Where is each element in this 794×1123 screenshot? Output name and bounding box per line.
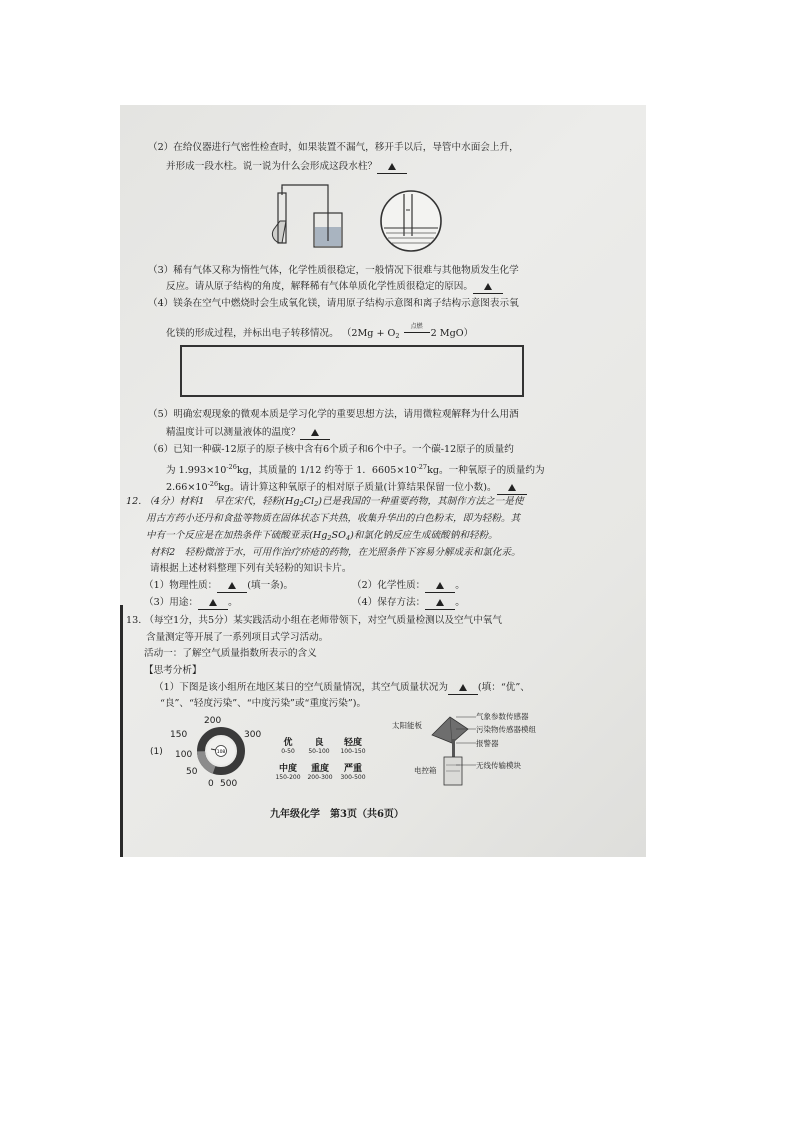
water-column-diagram bbox=[378, 188, 444, 254]
gauge-tick-300: 300 bbox=[244, 730, 262, 740]
answer-triangle-icon bbox=[459, 684, 467, 691]
answer-blank bbox=[425, 597, 455, 610]
legend-moderate: 中度 150-200 bbox=[275, 764, 301, 781]
answer-triangle-icon bbox=[311, 429, 319, 436]
gauge-tick-100: 100 bbox=[175, 750, 193, 760]
airtight-test-apparatus bbox=[260, 183, 360, 255]
answer-blank bbox=[425, 580, 455, 593]
answer-triangle-icon bbox=[388, 163, 396, 170]
answer-triangle-icon bbox=[209, 599, 217, 606]
exam-photo bbox=[120, 105, 646, 857]
q12-item4: （4）保存方法： 。 bbox=[352, 597, 465, 608]
gauge-tick-200: 200 bbox=[204, 716, 222, 726]
answer-triangle-icon bbox=[436, 599, 444, 606]
q3-line1: （3）稀有气体又称为惰性气体，化学性质很稳定，一般情况下很难与其他物质发生化学 bbox=[148, 265, 519, 276]
solar-panel-label: 太阳能板 bbox=[392, 721, 422, 730]
q5-line1: （5）明确宏观现象的微观本质是学习化学的重要思想方法，请用微粒观解释为什么用酒 bbox=[148, 409, 519, 420]
pointer-lines bbox=[456, 715, 476, 775]
answer-triangle-icon bbox=[436, 582, 444, 589]
gauge-tick-0: 0 bbox=[208, 779, 214, 789]
answer-triangle-icon bbox=[484, 283, 492, 290]
answer-box bbox=[180, 345, 524, 397]
q12-line4: 材料2 轻粉微溶于水，可用作治疗疥疮的药物，在光照条件下容易分解成汞和氯化汞。 bbox=[150, 547, 521, 558]
answer-blank bbox=[497, 482, 527, 495]
q2-line1: （2）在给仪器进行气密性检查时，如果装置不漏气，移开手以后，导管中水面会上升， bbox=[148, 142, 519, 153]
q12-item3: （3）用途： 。 bbox=[144, 597, 238, 608]
gauge-needle-value: 108 bbox=[216, 750, 226, 755]
answer-blank bbox=[473, 281, 503, 294]
gauge-tick-50: 50 bbox=[186, 767, 198, 777]
q12-line1: 12. （4分）材料1 早在宋代，轻粉$(Hg_2Cl_2)$已是我国的一种重要药物，其制作方法之一是使 bbox=[126, 496, 524, 508]
legend-excellent: 优 0-50 bbox=[281, 738, 295, 755]
pollution-sensor-label: 污染物传感器模组 bbox=[476, 725, 536, 734]
q4-line1: （4）镁条在空气中燃烧时会生成氧化镁，请用原子结构示意图和离子结构示意图表示氧 bbox=[148, 298, 519, 309]
q13-line1: 13. （每空1分，共5分）某实践活动小组在老师带领下，对空气质量检测以及空气中氧气 bbox=[126, 615, 502, 626]
weather-sensor-label: 气象参数传感器 bbox=[476, 712, 529, 721]
gauge-tick-500: 500 bbox=[220, 779, 238, 789]
legend-light: 轻度 100-150 bbox=[340, 738, 366, 755]
legend-good: 良 50-100 bbox=[308, 738, 330, 755]
q12-line5: 请根据上述材料整理下列有关轻粉的知识卡片。 bbox=[150, 563, 352, 574]
q12-item1: （1）物理性质： (填一条)。 bbox=[144, 580, 294, 591]
answer-blank bbox=[217, 580, 247, 593]
q13-sub1-line2: “良”、“轻度污染”、“中度污染”或“重度污染”)。 bbox=[160, 698, 367, 709]
activity-one: 活动一：了解空气质量指数所表示的含义 bbox=[144, 648, 317, 659]
q4-line2: 化镁的形成过程，并标出电子转移情况。 （$2Mg + O_2$ 点燃 2 MgO） bbox=[166, 323, 474, 340]
figure-number: (1) bbox=[150, 747, 163, 757]
alarm-label: 报警器 bbox=[476, 739, 499, 748]
q6-line1: （6）已知一种碳-12原子的原子核中含有6个质子和6个中子。一个碳-12原子的质量约 bbox=[148, 444, 514, 455]
answer-blank bbox=[448, 682, 478, 695]
q12-line3: 中有一个反应是在加热条件下硫酸亚汞$(Hg_2SO_4)$和氯化钠反应生成硫酸钠和轻粉。 bbox=[146, 530, 498, 542]
q5-line2: 精温度计可以测量液体的温度？ bbox=[166, 427, 330, 440]
reaction-arrow: 点燃 bbox=[403, 328, 431, 340]
page-footer: 九年级化学 第3页（共6页） bbox=[270, 809, 404, 820]
aqi-gauge bbox=[195, 725, 247, 777]
q13-line2: 含量测定等开展了一系列项目式学习活动。 bbox=[146, 632, 329, 643]
gauge-tick-150: 150 bbox=[170, 730, 188, 740]
answer-triangle-icon bbox=[508, 484, 516, 491]
q6-line2: 为 $1.993\times 10^{-26}kg$，其质量的 1/12 约等于 1．$6605\times 10^{-27}kg$。一种氧原子的质量约为 bbox=[166, 463, 545, 476]
q3-line2: 反应。请从原子结构的角度，解释稀有气体单质化学性质很稳定的原因。 bbox=[166, 281, 503, 294]
page-edge-shadow bbox=[120, 605, 123, 857]
think-heading: 【思考分析】 bbox=[144, 665, 202, 676]
q2-line2: 并形成一段水柱。说一说为什么会形成这段水柱？ bbox=[166, 161, 407, 174]
control-box-label: 电控箱 bbox=[414, 766, 437, 775]
answer-blank bbox=[377, 161, 407, 174]
q12-line2: 用古方药小还丹和食盐等物质在固体状态下共热，收集升华出的白色粉末，即为轻粉。其 bbox=[146, 513, 521, 524]
legend-severe: 严重 300-500 bbox=[340, 764, 366, 781]
q13-sub1-line1: （1）下图是该小组所在地区某日的空气质量情况，其空气质量状况为 (填：“优”、 bbox=[154, 682, 530, 693]
q12-item2: （2）化学性质： 。 bbox=[352, 580, 465, 591]
answer-blank bbox=[198, 597, 228, 610]
q6-line3: $2.66\times 10^{-26}kg$。请计算这种氧原子的相对原子质量(计算结果保留一位小数)。 bbox=[166, 478, 527, 495]
answer-blank bbox=[300, 427, 330, 440]
answer-triangle-icon bbox=[228, 582, 236, 589]
legend-heavy: 重度 200-300 bbox=[307, 764, 333, 781]
wireless-module-label: 无线传输模块 bbox=[476, 761, 521, 770]
